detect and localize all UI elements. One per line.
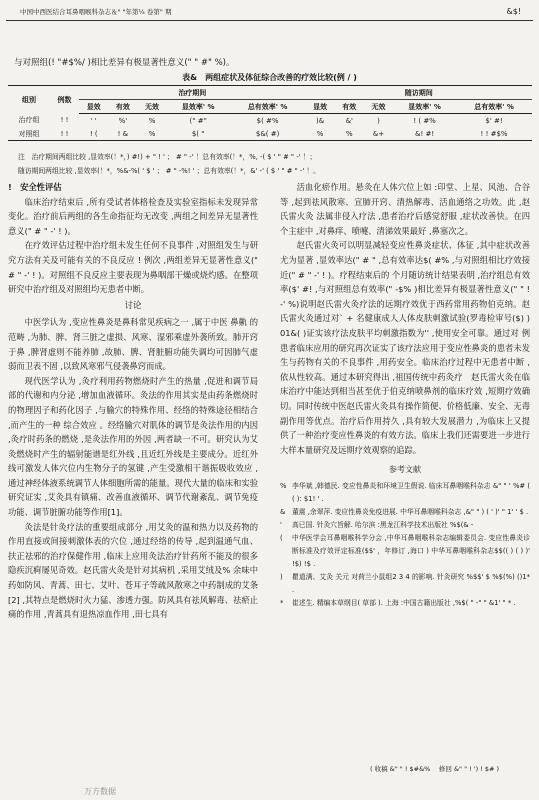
lead-sentence: 与对照组(! "#$%/ )相比差异有极显著性意义(" " #" %)。	[14, 58, 235, 68]
subheader: 总有效率' %	[456, 100, 532, 114]
table-cell: &! #!	[393, 127, 456, 141]
paragraph: 灸法是针灸疗法的重要组成部分 ,用艾灸的温和热力以及药物的作用直接或间接刺激体表的穴位 ,通过经络的传导 ,起到温通气血、扶正祛邪的治疗保健作用 ,临床上应用灸法治疗针药所不能及的很多隐疾沉痾屡见奇效。赵氏雷火灸是针对其病机 ,采用艾绒及% 余味中药如防风、青蒿、田七、艾叶、苍耳子等疏风散寒之中药制成的艾条[2] ,其特点是燃烧时火力猛、渗透力强。防风具有祛风解毒、祛瘀止痛的作用 ,青蒿具有退热凉血作用 ,田七具有	[8, 521, 258, 620]
table-note: 注 治疗期间两组比较 ,显效率(！*，) #!) + " ! ' ； # " -' ！总有效率(！*，%, -( $ ' " # " -' ！；	[18, 153, 317, 161]
row-name: 治疗组	[18, 116, 40, 125]
subheader: 有效	[335, 100, 364, 114]
table-cell: %'	[118, 116, 128, 125]
reference-item	[280, 480, 530, 506]
table-cell: $' #!	[485, 116, 503, 125]
table-cell: ! !	[50, 127, 79, 141]
paragraph: 临床治疗结束后 ,所有受试者体格检查及实验室指标未发现异常变化。治疗前后两组的各生命指征均无改变 ,两组之间差异无显著性意义(" # " -' ! )。	[8, 196, 258, 236]
reference-number: %	[280, 481, 287, 490]
header-treatment-period: 治疗期间	[79, 86, 305, 100]
paragraph: 在疗效评估过程中治疗组未发生任何不良事件 ,对照组发生与研究方法有关及可能有关的不良反应 ! 例次 ,两组差异无显著性意义(" # " -' ! )。对照组不良反应主要表现为鼻咽部干燥或烧灼感。在整项研究中治疗组及对照组均无患者中断。	[8, 240, 258, 295]
right-column	[280, 180, 530, 610]
left-column	[8, 180, 258, 622]
page-number: &$!	[506, 7, 521, 16]
reference-item	[280, 532, 530, 571]
table-cell: %	[335, 127, 364, 141]
reference-number: '	[280, 520, 282, 529]
reference-number: )	[280, 572, 283, 581]
header-followup-period: 随访期间	[306, 86, 532, 100]
header-cases: 例数	[50, 86, 79, 114]
reference-text: 中华医学会耳鼻咽喉科学分会 ,中华耳鼻咽喉科杂志编辑委员会. 变应性鼻炎诊断标准及疗效评定标准($$' ，年修订 ,海口 ) 中华耳鼻咽喉科杂志$$(( ) ( ) )' !$) !$ .	[292, 533, 530, 568]
table-cell: $( #%	[256, 116, 279, 125]
table-cell: $&( #)	[230, 127, 306, 141]
running-head	[6, 4, 533, 21]
table-row	[8, 127, 532, 141]
header-group: 组别	[8, 86, 50, 114]
paragraph: 现代医学认为 ,灸疗利用药物燃烧时产生的热量 ,促进和调节局部的代谢和内分泌 ,增加血液循环。灸法的作用其实是由药条燃烧时的物理因子和药化因子 ,与腧穴的特殊作用、经络的特殊途径相结合 ,而产生的一种 综合效应 。经络腧穴对肌体的调节是灸法作用的内因 ,灸疗时药条的燃烧 ,是灸法作用的外因 ,两者缺一不可。研究认为艾灸燃烧时产生的辐射能谱是红外线 ,且近红外线是主要成分。近红外线可激发人体穴位内生物分子的氢键 ,产生受激相干谐振吸收效应 ,通过神经体液系统调节人体细胞所需的能量。现代大量的临床和实验研究证实 ,艾灸具有镇痛、改善血液循环、调节代谢紊乱、调节免疫功能、调节脏腑功能等作用[1]。	[8, 375, 258, 518]
reference-text: 崔述生. 精编本草纲目( 草部 ). 上海 :中国古籍出版社 ,%$( " -" " &1' " * .	[292, 598, 516, 607]
reference-item	[280, 506, 530, 519]
reference-number: *	[280, 598, 284, 607]
table-note: 随访期间两组比较 ,显效率(！*，%&-%( ' $ ' ； # " -%! ' ；总有效率(！*，&' -' ( $ ' " # " -' ！。	[18, 167, 320, 175]
subheader: 显效	[306, 100, 335, 114]
table-row	[8, 114, 532, 128]
subheader: 显效率' %	[167, 100, 230, 114]
paragraph: 活血化瘀作用。悬灸在人体穴位上如 :印堂、上星、风池、合谷等 ,起到祛风散寒、宣肺开窍、清热解毒、活血通络之功效。此 ,赵氏雷火灸 法属非侵入疗法 ,患者治疗后感觉舒服 ,症状改善快。在四个主症中 ,对鼻痒、喷嚏、清涕效果最好 ,鼻塞次之。	[280, 182, 530, 236]
table-subheader-row	[8, 100, 532, 114]
subheader: 总有效率' %	[230, 100, 306, 114]
table-cell: &+	[364, 127, 393, 141]
table-cell: $( "	[167, 127, 230, 141]
reference-text: 李华斌 ,韩德民. 变应性鼻炎和环境卫生假说. 临床耳鼻咽喉科杂志 &" " ' %# ( ( ): $1! ' .	[292, 481, 530, 503]
table-cell: %	[306, 127, 335, 141]
results-table	[8, 85, 532, 141]
table-cell: %	[148, 116, 156, 125]
reference-number: &	[280, 507, 286, 516]
table-cell: ! ! #$%	[456, 127, 532, 141]
subheader: 显效	[79, 100, 108, 114]
reference-text: 董震 ,余翠萍. 变应性鼻炎免疫进展. 中华耳鼻咽喉科杂志 ,&" " ) ( ' )' " 1' ' $ .	[292, 507, 529, 516]
table-cell: ! !	[60, 116, 69, 125]
subheader: 无效	[137, 100, 166, 114]
table-cell: &'	[345, 116, 353, 125]
section-title: 讨论	[124, 300, 142, 311]
watermark: 万方数据	[84, 787, 116, 796]
table-title: 表& 两组症状及体征综合改善的疗效比较(例 / )	[182, 73, 357, 82]
section-heading: ! 安全性评估	[8, 182, 62, 192]
table-cell: %	[137, 127, 166, 141]
reference-text: 高已国. 针灸穴旨解. 哈尔滨 :黑龙江科学技术出版社 %$(& -	[292, 520, 474, 529]
received-date: ( 收稿 &" " ! $#&% 修回 &" " ! ') ! $# )	[370, 765, 500, 773]
references-title: 参考文献	[389, 465, 421, 475]
table-cell: ' '	[90, 116, 97, 125]
reference-item	[280, 519, 530, 532]
reference-number: (	[280, 533, 283, 542]
journal-title: 中国中西医结合耳鼻咽喉科杂志＆" "年第¼ 卷第" 期	[20, 8, 172, 16]
reference-item	[280, 597, 530, 610]
table-cell: )&	[316, 116, 325, 125]
table-cell: )	[377, 116, 380, 125]
subheader: 有效	[108, 100, 137, 114]
table-cell: (" #"	[189, 116, 207, 125]
paragraph: 中医学认为 ,变应性鼻炎是鼻科常见疾病之一 ,属于中医 鼻鼽 的范畴 ,为肺、脾、肾三脏之虚损、风寒、湿邪乘虚外袭所致。肺开窍于鼻 ,脾肾虚则不能养肺 ,故肺、脾、肾脏腑功能失调均可因肺气虚弱而卫表不固 ,以致风寒邪气侵袭鼻窍而成。	[8, 317, 258, 372]
table-header-row	[8, 86, 532, 100]
paragraph: 赵氏雷火灸可以明显减轻变应性鼻炎症状、体征 ,其中症状改善尤为显著 ,显效率达(" # " ,总有效率达$( #% ,与对照组相比疗效接近(" # " -' ! )。疗程结束后的 个月随访统计结果表明 ,治疗组总有效率($' #! ,与对照组总有效率(" -$% )相比差异有极显著性意义(" " ! -' %)说明赵氏雷火灸疗法的远期疗效优于西药常用药物伯克纳。赵氏雷火灸通过对` + 名健康成人人体皮肤刺激试验(罗毒检审号($) ) 01&( )证实该疗法皮肤平均刺激指数为'' ,使用安全可靠。通过对 例患者临床应用的研究再次证实了该疗法应用于变应性鼻炎的患者未发生与药物有关的不良事件 ,用药安全。临床治疗过程中无患者中断 ,依从性较高。通过本研究得出 ,祖国传统中药灸疗 赵氏雷火灸在临床治疗中能达到相当甚至优于伯克纳喷鼻剂的临床疗效 ,短期疗效确切。同时传统中医赵氏雷火灸具有操作简便、价格低廉、安全、无毒副作用等优点。治疗后作用持久 ,具有较大发展潜力 ,为临床上又提供了一种治疗变应性鼻炎的有效方法。临床上我们还需要进一步进行大样本量研究及远期疗效观察的追踪。	[280, 240, 530, 455]
table-cell: ! &	[108, 127, 137, 141]
subheader: 显效率' %	[393, 100, 456, 114]
row-name: 对照组	[8, 127, 50, 141]
table-cell: ! ( #%	[413, 116, 436, 125]
subheader: 无效	[364, 100, 393, 114]
table-notes	[18, 150, 528, 178]
reference-text: 瞿道满、艾灸 关元 对荷兰小鼠组2 3 4 的影响. 针灸研究 %$$' $ %$(%) ()1* .	[292, 572, 530, 594]
table-cell: ! (	[79, 127, 108, 141]
reference-item	[280, 571, 530, 597]
